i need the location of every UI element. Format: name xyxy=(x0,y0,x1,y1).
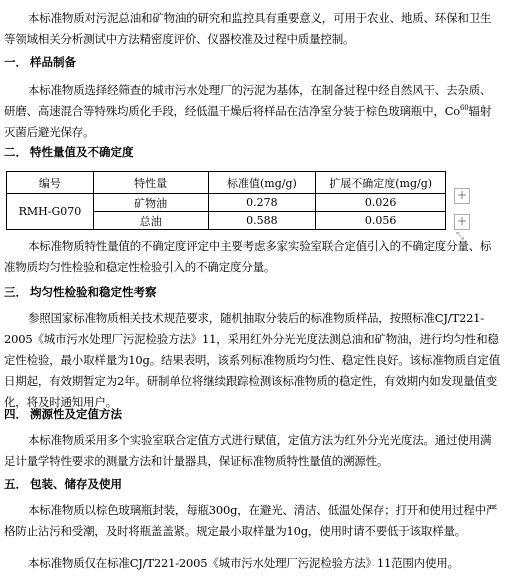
intro-paragraph: 本标准物质对污泥总油和矿物油的研究和监控具有重要意义，可用于农业、地质、环保和卫生等领域相关分析测试中方法精密度评价、仪器校准及过程中质量控制。 xyxy=(4,11,492,46)
table-cell: 0.588 xyxy=(208,212,316,230)
add-column-button[interactable]: + xyxy=(454,188,470,204)
table-header-cell: 标准值(mg/g) xyxy=(208,172,316,194)
section-heading-3 xyxy=(4,282,157,303)
table-cell: 0.278 xyxy=(208,194,316,212)
sample-prep-paragraph xyxy=(4,80,502,143)
section-title: 均匀性检验和稳定性考察 xyxy=(30,285,157,299)
sample-prep-text: 本标准物质选择经筛查的城市污水处理厂的污泥为基体，在制备过程中经自然风干、去杂质、研磨、高速混合等特殊均质化手段，经低温干燥后将样品在洁净室分装于棕色玻璃瓶中，Co xyxy=(4,83,492,118)
table-id-cell: RMH-G070 xyxy=(7,194,94,230)
usage-scope-paragraph: 本标准物质仅在标准CJ/T221-2005《城市污水处理厂污泥检验方法》11范围内使用。 xyxy=(28,556,459,570)
table-row xyxy=(7,194,446,212)
table-header-cell: 特性量 xyxy=(93,172,208,194)
isotope-superscript: 60 xyxy=(460,104,469,113)
section-number: 五． xyxy=(4,477,27,491)
section-heading-1 xyxy=(4,52,76,73)
section-number: 二． xyxy=(4,145,27,159)
add-row-button[interactable]: + xyxy=(454,214,470,230)
section-title: 包装、储存及使用 xyxy=(30,477,122,491)
section-title: 溯源性及定值方法 xyxy=(30,407,122,421)
section-number: 四． xyxy=(4,407,27,421)
section-heading-4 xyxy=(4,404,122,425)
table-cell: 总油 xyxy=(93,212,208,230)
packaging-paragraph: 本标准物质以棕色玻璃瓶封装，每瓶300g，在避光、清洁、低温处保存；打开和使用过程中严格防止沾污和受潮，及时将瓶盖盖紧。规定最小取样量为10g，使用时请不要低于该取样量。 xyxy=(4,503,498,538)
table-header-row xyxy=(7,172,446,194)
table-resize-handle[interactable]: ⤡ xyxy=(456,231,464,242)
table-header-cell: 编号 xyxy=(7,172,94,194)
section-heading-2 xyxy=(4,142,134,163)
table-header-cell: 扩展不确定度(mg/g) xyxy=(316,172,446,194)
section-number: 一． xyxy=(4,55,27,69)
sample-prep-text-end: 辐射灭菌后避光保存。 xyxy=(4,104,492,139)
table-cell: 0.056 xyxy=(316,212,446,230)
traceability-paragraph: 本标准物质采用多个实验室联合定值方式进行赋值，定值方法为红外分光光度法。通过使用满足计量学特性要求的测量方法和计量器具，保证标准物质特性量值的溯源性。 xyxy=(4,433,492,468)
section-heading-5 xyxy=(4,474,122,495)
section-title: 特性量值及不确定度 xyxy=(30,145,134,159)
section-number: 三． xyxy=(4,285,27,299)
table-cell: 矿物油 xyxy=(93,194,208,212)
section-title: 样品制备 xyxy=(30,55,76,69)
property-value-table xyxy=(6,171,446,230)
uncertainty-paragraph: 本标准物质特性量值的不确定度评定中主要考虑多家实验室联合定值引入的不确定度分量、标准物质均匀性检验和稳定性检验引入的不确定度分量。 xyxy=(4,239,492,274)
homogeneity-paragraph: 参照国家标准物质相关技术规范要求，随机抽取分装后的标准物质样品，按照标准CJ/T221-2005《城市污水处理厂污泥检验方法》11，采用红外分光光度法测总油和矿物油，进行均匀性和稳定性检验，最小取样量为10g。结果表明，该系列标准物质均匀性、稳定性良好。该标准物质自定值日期起，有效期暂定为2年。研制单位将继续跟踪检测该标准物质的稳定性，有效期内如发现量值变化，将及时通知用户。 xyxy=(4,311,500,409)
table-cell: 0.026 xyxy=(316,194,446,212)
